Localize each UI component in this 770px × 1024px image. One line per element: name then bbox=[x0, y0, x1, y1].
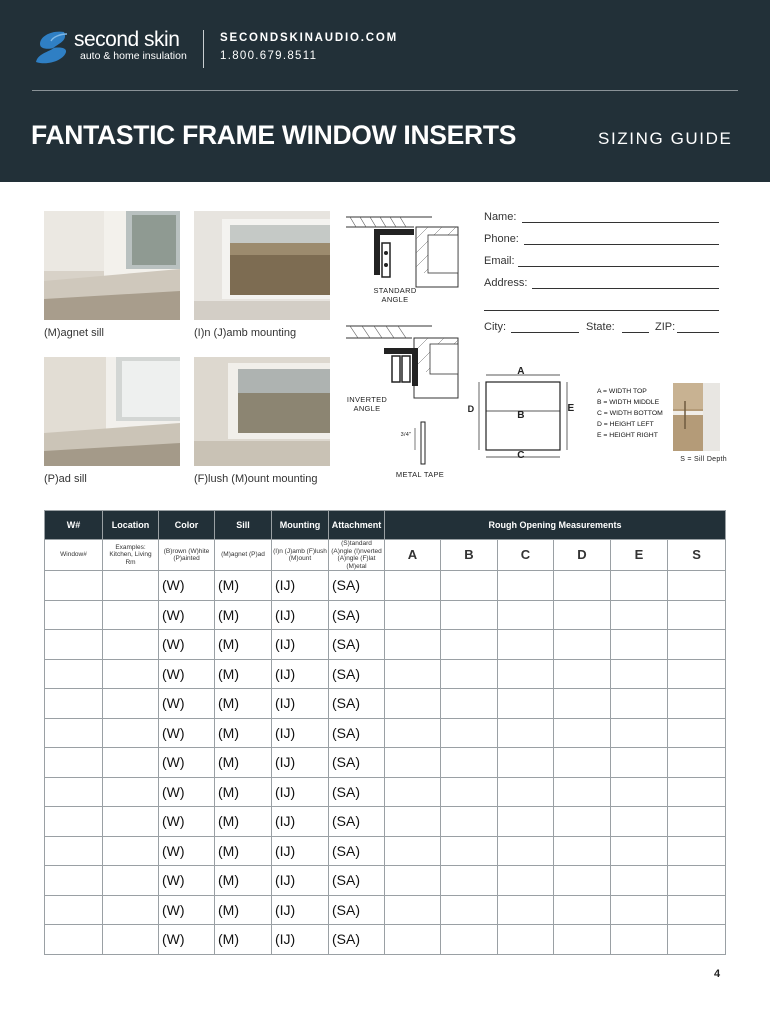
table-row bbox=[45, 807, 726, 837]
color-cell[interactable]: (W) bbox=[159, 600, 215, 630]
measure-s-cell[interactable] bbox=[668, 689, 726, 719]
location-cell[interactable] bbox=[103, 748, 159, 778]
window-cell[interactable] bbox=[45, 836, 103, 866]
mounting-cell[interactable]: (IJ) bbox=[272, 748, 329, 778]
attachment-cell[interactable]: (SA) bbox=[329, 777, 385, 807]
measure-b-cell[interactable] bbox=[441, 866, 498, 896]
color-cell[interactable]: (W) bbox=[159, 807, 215, 837]
window-cell[interactable] bbox=[45, 630, 103, 660]
measure-e-cell[interactable] bbox=[611, 659, 668, 689]
tape-dimension: 3/4" bbox=[400, 432, 412, 438]
caption-pad-sill: (P)ad sill bbox=[44, 473, 87, 485]
attachment-cell[interactable]: (SA) bbox=[329, 571, 385, 601]
measure-s-cell[interactable] bbox=[668, 718, 726, 748]
sill-depth-label: S = Sill Depth bbox=[680, 456, 727, 463]
location-cell[interactable] bbox=[103, 689, 159, 719]
sub-sill: (M)agnet (P)ad bbox=[215, 540, 272, 571]
caption-flush-mount: (F)lush (M)ount mounting bbox=[194, 473, 318, 485]
attachment-cell[interactable]: (SA) bbox=[329, 748, 385, 778]
color-cell[interactable]: (W) bbox=[159, 836, 215, 866]
location-cell[interactable] bbox=[103, 571, 159, 601]
measure-d-cell[interactable] bbox=[554, 866, 611, 896]
measure-e-cell[interactable] bbox=[611, 925, 668, 955]
color-cell[interactable]: (W) bbox=[159, 630, 215, 660]
measure-s-cell[interactable] bbox=[668, 571, 726, 601]
metal-tape-diagram bbox=[395, 420, 435, 468]
window-cell[interactable] bbox=[45, 659, 103, 689]
measure-s-cell[interactable] bbox=[668, 630, 726, 660]
location-cell[interactable] bbox=[103, 600, 159, 630]
name-field[interactable] bbox=[522, 222, 719, 223]
measure-e-cell[interactable] bbox=[611, 718, 668, 748]
sill-cell[interactable]: (M) bbox=[215, 807, 272, 837]
photo-sill-depth bbox=[673, 383, 720, 451]
measure-b-cell[interactable] bbox=[441, 836, 498, 866]
measure-e-cell[interactable] bbox=[611, 777, 668, 807]
measure-a-cell[interactable] bbox=[385, 659, 441, 689]
standard-angle-label: STANDARD ANGLE bbox=[373, 286, 417, 304]
location-cell[interactable] bbox=[103, 777, 159, 807]
sub-mounting: (I)n (J)amb (F)lush (M)ount bbox=[272, 540, 329, 571]
measure-c-cell[interactable] bbox=[498, 777, 554, 807]
measure-c-cell[interactable] bbox=[498, 659, 554, 689]
table-subheader-row bbox=[45, 540, 726, 571]
sill-cell[interactable]: (M) bbox=[215, 925, 272, 955]
header-attachment: Attachment bbox=[329, 511, 385, 540]
phone-number: 1.800.679.8511 bbox=[220, 50, 318, 62]
measure-s-cell[interactable] bbox=[668, 600, 726, 630]
sizing-table bbox=[44, 510, 726, 955]
color-cell[interactable]: (W) bbox=[159, 571, 215, 601]
mounting-cell[interactable]: (IJ) bbox=[272, 895, 329, 925]
measure-s-cell[interactable] bbox=[668, 925, 726, 955]
location-cell[interactable] bbox=[103, 866, 159, 896]
zip-field[interactable] bbox=[677, 332, 719, 333]
measure-a-cell[interactable] bbox=[385, 600, 441, 630]
measure-b-cell[interactable] bbox=[441, 925, 498, 955]
measure-c-cell[interactable] bbox=[498, 600, 554, 630]
attachment-cell[interactable]: (SA) bbox=[329, 659, 385, 689]
measure-b-cell[interactable] bbox=[441, 659, 498, 689]
sill-cell[interactable]: (M) bbox=[215, 895, 272, 925]
address-field[interactable] bbox=[532, 288, 719, 289]
color-cell[interactable]: (W) bbox=[159, 895, 215, 925]
sill-cell[interactable]: (M) bbox=[215, 630, 272, 660]
measure-c-cell[interactable] bbox=[498, 630, 554, 660]
color-cell[interactable]: (W) bbox=[159, 718, 215, 748]
location-cell[interactable] bbox=[103, 630, 159, 660]
attachment-cell[interactable]: (SA) bbox=[329, 689, 385, 719]
measure-d-cell[interactable] bbox=[554, 689, 611, 719]
caption-magnet-sill: (M)agnet sill bbox=[44, 327, 104, 339]
measure-a-cell[interactable] bbox=[385, 630, 441, 660]
brand-tagline: auto & home insulation bbox=[80, 50, 187, 62]
measure-b-cell[interactable] bbox=[441, 600, 498, 630]
sub-measure-e: E bbox=[611, 540, 668, 571]
measure-b-cell[interactable] bbox=[441, 630, 498, 660]
measure-s-cell[interactable] bbox=[668, 895, 726, 925]
measure-e-cell[interactable] bbox=[611, 600, 668, 630]
measure-d-cell[interactable] bbox=[554, 777, 611, 807]
caption-in-jamb: (I)n (J)amb mounting bbox=[194, 327, 297, 339]
measure-e-cell[interactable] bbox=[611, 630, 668, 660]
measure-b-cell[interactable] bbox=[441, 689, 498, 719]
measure-a-cell[interactable] bbox=[385, 571, 441, 601]
table-row bbox=[45, 836, 726, 866]
window-cell[interactable] bbox=[45, 925, 103, 955]
city-field[interactable] bbox=[511, 332, 579, 333]
measure-a-cell[interactable] bbox=[385, 748, 441, 778]
sub-measure-a: A bbox=[385, 540, 441, 571]
measure-d-cell[interactable] bbox=[554, 659, 611, 689]
photo-flush-mount bbox=[194, 357, 330, 466]
window-cell[interactable] bbox=[45, 718, 103, 748]
location-cell[interactable] bbox=[103, 925, 159, 955]
header-rule bbox=[32, 90, 738, 91]
measure-a-cell[interactable] bbox=[385, 718, 441, 748]
city-label: City: bbox=[484, 321, 506, 333]
measure-d-cell[interactable] bbox=[554, 895, 611, 925]
table-row bbox=[45, 600, 726, 630]
page-title: FANTASTIC FRAME WINDOW INSERTS bbox=[31, 120, 517, 150]
address-field-line-2[interactable] bbox=[484, 310, 719, 311]
measure-b-cell[interactable] bbox=[441, 571, 498, 601]
measure-c-cell[interactable] bbox=[498, 689, 554, 719]
attachment-cell[interactable]: (SA) bbox=[329, 925, 385, 955]
measure-d-cell[interactable] bbox=[554, 748, 611, 778]
email-field[interactable] bbox=[518, 266, 719, 267]
header-divider bbox=[203, 30, 204, 68]
attachment-cell[interactable]: (SA) bbox=[329, 630, 385, 660]
box-label-b: B bbox=[517, 410, 525, 421]
header-mounting: Mounting bbox=[272, 511, 329, 540]
color-cell[interactable]: (W) bbox=[159, 689, 215, 719]
legend-c: C = WIDTH BOTTOM bbox=[597, 410, 663, 417]
sub-measure-c: C bbox=[498, 540, 554, 571]
photo-magnet-sill bbox=[44, 211, 180, 320]
phone-field[interactable] bbox=[524, 244, 719, 245]
table-row bbox=[45, 630, 726, 660]
color-cell[interactable]: (W) bbox=[159, 659, 215, 689]
measure-s-cell[interactable] bbox=[668, 659, 726, 689]
measure-c-cell[interactable] bbox=[498, 748, 554, 778]
mounting-cell[interactable]: (IJ) bbox=[272, 718, 329, 748]
location-cell[interactable] bbox=[103, 895, 159, 925]
legend-b: B = WIDTH MIDDLE bbox=[597, 399, 660, 406]
measure-s-cell[interactable] bbox=[668, 866, 726, 896]
state-field[interactable] bbox=[622, 332, 649, 333]
measure-d-cell[interactable] bbox=[554, 925, 611, 955]
brand-swirl-icon bbox=[34, 28, 72, 66]
sub-location: Examples: Kitchen, Living Rm bbox=[103, 540, 159, 571]
attachment-cell[interactable]: (SA) bbox=[329, 600, 385, 630]
measure-c-cell[interactable] bbox=[498, 718, 554, 748]
table-row bbox=[45, 748, 726, 778]
window-cell[interactable] bbox=[45, 895, 103, 925]
header-banner bbox=[0, 0, 770, 182]
name-label: Name: bbox=[484, 211, 517, 223]
measure-c-cell[interactable] bbox=[498, 895, 554, 925]
measure-d-cell[interactable] bbox=[554, 836, 611, 866]
mounting-cell[interactable]: (IJ) bbox=[272, 777, 329, 807]
header-sill: Sill bbox=[215, 511, 272, 540]
measure-c-cell[interactable] bbox=[498, 571, 554, 601]
header-location: Location bbox=[103, 511, 159, 540]
table-row bbox=[45, 689, 726, 719]
location-cell[interactable] bbox=[103, 807, 159, 837]
measure-s-cell[interactable] bbox=[668, 807, 726, 837]
page-subtitle: SIZING GUIDE bbox=[598, 129, 733, 148]
attachment-cell[interactable]: (SA) bbox=[329, 895, 385, 925]
mounting-cell[interactable]: (IJ) bbox=[272, 807, 329, 837]
measurement-box-diagram bbox=[470, 364, 590, 464]
metal-tape-label: METAL TAPE bbox=[395, 470, 445, 479]
window-cell[interactable] bbox=[45, 866, 103, 896]
header-color: Color bbox=[159, 511, 215, 540]
location-cell[interactable] bbox=[103, 659, 159, 689]
inverted-angle-label: INVERTED ANGLE bbox=[346, 395, 388, 413]
header-window-number: W# bbox=[45, 511, 103, 540]
sill-cell[interactable]: (M) bbox=[215, 659, 272, 689]
table-row bbox=[45, 866, 726, 896]
mounting-cell[interactable]: (IJ) bbox=[272, 571, 329, 601]
mounting-cell[interactable]: (IJ) bbox=[272, 659, 329, 689]
measure-a-cell[interactable] bbox=[385, 807, 441, 837]
sub-color: (B)rown (W)hite (P)ainted bbox=[159, 540, 215, 571]
measure-a-cell[interactable] bbox=[385, 689, 441, 719]
legend-d: D = HEIGHT LEFT bbox=[597, 421, 654, 428]
measure-e-cell[interactable] bbox=[611, 689, 668, 719]
sill-cell[interactable]: (M) bbox=[215, 777, 272, 807]
measure-s-cell[interactable] bbox=[668, 836, 726, 866]
measure-d-cell[interactable] bbox=[554, 630, 611, 660]
window-cell[interactable] bbox=[45, 689, 103, 719]
measure-c-cell[interactable] bbox=[498, 866, 554, 896]
window-cell[interactable] bbox=[45, 807, 103, 837]
brand-logo bbox=[34, 26, 194, 68]
measure-b-cell[interactable] bbox=[441, 777, 498, 807]
page-number: 4 bbox=[714, 968, 721, 980]
measure-e-cell[interactable] bbox=[611, 866, 668, 896]
box-label-e: E bbox=[567, 403, 575, 414]
inverted-angle-diagram bbox=[344, 318, 462, 404]
brand-name: second skin bbox=[74, 28, 180, 51]
table-row bbox=[45, 659, 726, 689]
attachment-cell[interactable]: (SA) bbox=[329, 807, 385, 837]
measure-e-cell[interactable] bbox=[611, 807, 668, 837]
color-cell[interactable]: (W) bbox=[159, 748, 215, 778]
window-cell[interactable] bbox=[45, 748, 103, 778]
sub-attachment: (S)tandard (A)ngle (I)nverted (A)ngle (F)lat (M)etal bbox=[329, 540, 385, 571]
sub-measure-d: D bbox=[554, 540, 611, 571]
sub-measure-s: S bbox=[668, 540, 726, 571]
table-row bbox=[45, 925, 726, 955]
address-label: Address: bbox=[484, 277, 528, 289]
sill-cell[interactable]: (M) bbox=[215, 718, 272, 748]
measure-s-cell[interactable] bbox=[668, 748, 726, 778]
table-row bbox=[45, 718, 726, 748]
mounting-cell[interactable]: (IJ) bbox=[272, 630, 329, 660]
state-label: State: bbox=[586, 321, 615, 333]
box-label-c: C bbox=[517, 450, 525, 461]
sill-cell[interactable]: (M) bbox=[215, 600, 272, 630]
mounting-cell[interactable]: (IJ) bbox=[272, 689, 329, 719]
sill-cell[interactable]: (M) bbox=[215, 866, 272, 896]
measure-d-cell[interactable] bbox=[554, 718, 611, 748]
measure-b-cell[interactable] bbox=[441, 718, 498, 748]
measure-d-cell[interactable] bbox=[554, 571, 611, 601]
sill-cell[interactable]: (M) bbox=[215, 689, 272, 719]
sill-cell[interactable]: (M) bbox=[215, 748, 272, 778]
phone-label: Phone: bbox=[484, 233, 519, 245]
photo-in-jamb-mounting bbox=[194, 211, 330, 320]
zip-label: ZIP: bbox=[655, 321, 676, 333]
table-row bbox=[45, 895, 726, 925]
measure-c-cell[interactable] bbox=[498, 807, 554, 837]
mounting-cell[interactable]: (IJ) bbox=[272, 925, 329, 955]
location-cell[interactable] bbox=[103, 836, 159, 866]
measure-e-cell[interactable] bbox=[611, 748, 668, 778]
legend-a: A = WIDTH TOP bbox=[597, 388, 647, 395]
measure-e-cell[interactable] bbox=[611, 836, 668, 866]
measure-c-cell[interactable] bbox=[498, 836, 554, 866]
sub-measure-b: B bbox=[441, 540, 498, 571]
measurement-legend bbox=[597, 386, 663, 441]
sill-cell[interactable]: (M) bbox=[215, 571, 272, 601]
table-row bbox=[45, 777, 726, 807]
mounting-cell[interactable]: (IJ) bbox=[272, 866, 329, 896]
window-cell[interactable] bbox=[45, 777, 103, 807]
measure-a-cell[interactable] bbox=[385, 925, 441, 955]
attachment-cell[interactable]: (SA) bbox=[329, 836, 385, 866]
measure-a-cell[interactable] bbox=[385, 836, 441, 866]
measure-a-cell[interactable] bbox=[385, 895, 441, 925]
website-link[interactable]: SECONDSKINAUDIO.COM bbox=[220, 32, 398, 44]
measure-b-cell[interactable] bbox=[441, 748, 498, 778]
legend-e: E = HEIGHT RIGHT bbox=[597, 432, 658, 439]
photo-pad-sill bbox=[44, 357, 180, 466]
table-header-row bbox=[45, 511, 726, 540]
sub-window: Window# bbox=[45, 540, 103, 571]
window-cell[interactable] bbox=[45, 571, 103, 601]
measure-a-cell[interactable] bbox=[385, 866, 441, 896]
measure-e-cell[interactable] bbox=[611, 895, 668, 925]
measure-s-cell[interactable] bbox=[668, 777, 726, 807]
location-cell[interactable] bbox=[103, 718, 159, 748]
email-label: Email: bbox=[484, 255, 515, 267]
measure-c-cell[interactable] bbox=[498, 925, 554, 955]
color-cell[interactable]: (W) bbox=[159, 777, 215, 807]
measure-e-cell[interactable] bbox=[611, 571, 668, 601]
measure-d-cell[interactable] bbox=[554, 807, 611, 837]
measure-d-cell[interactable] bbox=[554, 600, 611, 630]
measure-b-cell[interactable] bbox=[441, 807, 498, 837]
color-cell[interactable]: (W) bbox=[159, 866, 215, 896]
header-rough-opening: Rough Opening Measurements bbox=[385, 511, 726, 540]
box-label-a: A bbox=[517, 366, 525, 377]
measure-b-cell[interactable] bbox=[441, 895, 498, 925]
attachment-cell[interactable]: (SA) bbox=[329, 866, 385, 896]
color-cell[interactable]: (W) bbox=[159, 925, 215, 955]
sill-cell[interactable]: (M) bbox=[215, 836, 272, 866]
box-label-d: D bbox=[467, 404, 475, 414]
attachment-cell[interactable]: (SA) bbox=[329, 718, 385, 748]
window-cell[interactable] bbox=[45, 600, 103, 630]
table-row bbox=[45, 571, 726, 601]
measure-a-cell[interactable] bbox=[385, 777, 441, 807]
mounting-cell[interactable]: (IJ) bbox=[272, 836, 329, 866]
mounting-cell[interactable]: (IJ) bbox=[272, 600, 329, 630]
